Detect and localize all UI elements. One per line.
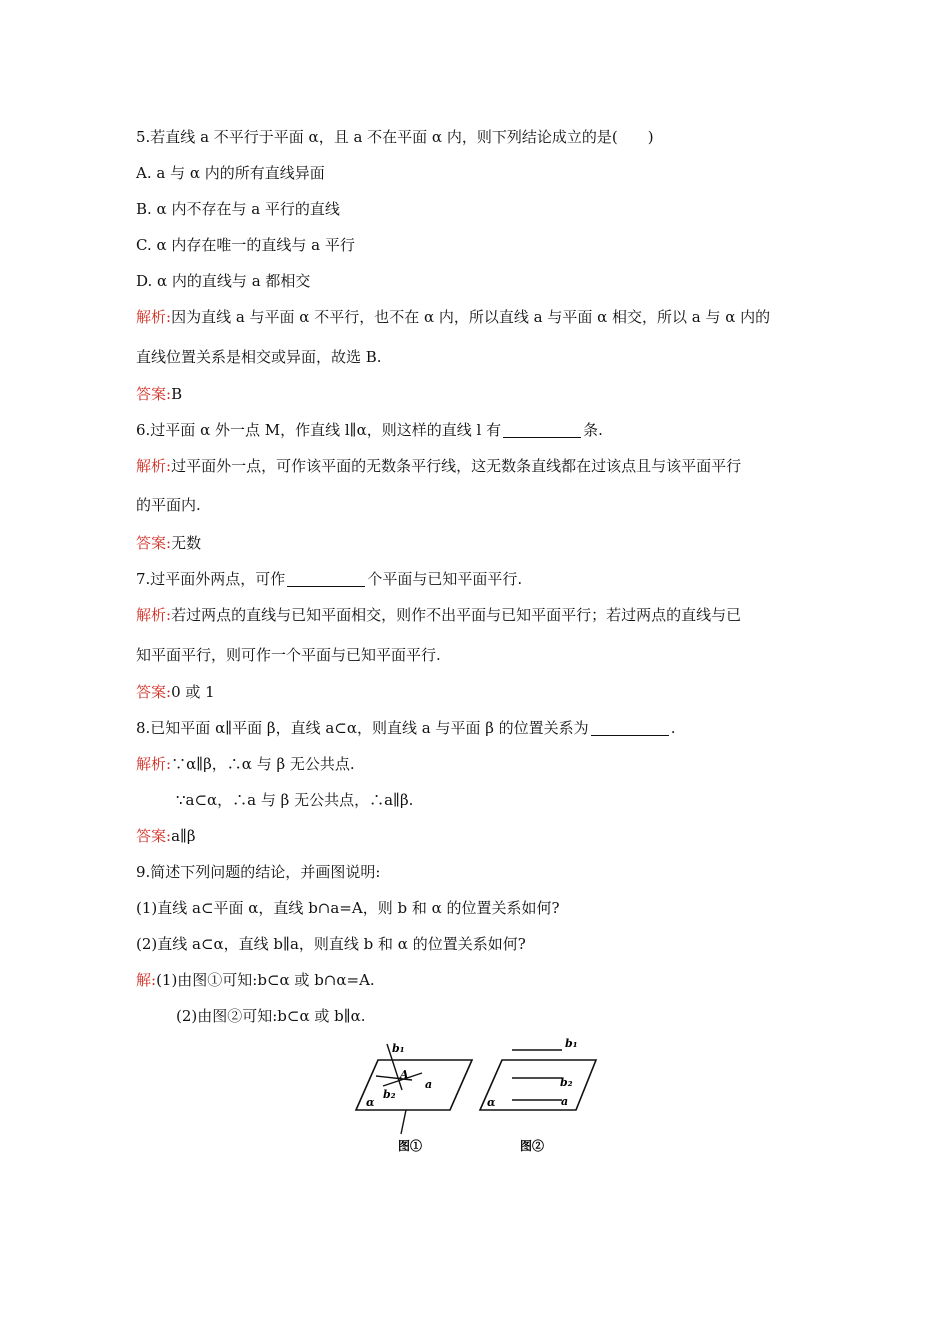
q5-option-b: B. α 内不存在与 a 平行的直线 xyxy=(136,200,340,218)
q6-blank xyxy=(503,421,581,438)
q7-blank xyxy=(287,570,365,587)
q8-analysis-line2: ∵a⊂α，∴a 与 β 无公共点，∴a∥β. xyxy=(176,791,414,809)
geometry-figures xyxy=(350,1038,610,1158)
plane-alpha-2 xyxy=(480,1060,596,1110)
q5-answer xyxy=(136,383,830,405)
q7-answer-value: 0 或 1 xyxy=(171,683,215,701)
label-b1: b₁ xyxy=(392,1042,405,1055)
q6-answer xyxy=(136,532,830,554)
q8-analysis-line1: ∵α∥β，∴α 与 β 无公共点. xyxy=(171,755,355,773)
figures xyxy=(350,1038,610,1162)
q9-solution xyxy=(136,969,830,991)
q8-stem-end: . xyxy=(670,719,676,737)
label-a: a xyxy=(425,1078,433,1091)
q7-stem-text: 7.过平面外两点，可作 xyxy=(136,570,286,588)
q7-analysis-line1: 若过两点的直线与已知平面相交，则作不出平面与已知平面平行；若过两点的直线与已 xyxy=(171,606,742,624)
line-b1-ext xyxy=(401,1110,406,1134)
q9-solution-line2: (2)由图②可知:b⊂α 或 b∥α. xyxy=(176,1007,366,1025)
q7-analysis xyxy=(136,604,830,626)
q5-stem: 5.若直线 a 不平行于平面 α，且 a 不在平面 α 内，则下列结论成立的是( ) xyxy=(136,128,654,146)
q6-analysis-line1: 过平面外一点，可作该平面的无数条平行线，这无数条直线都在过该点且与该平面平行 xyxy=(171,457,742,475)
q6-stem-text: 6.过平面 α 外一点 M，作直线 l∥α，则这样的直线 l 有 xyxy=(136,421,502,439)
q8-answer-value: a∥β xyxy=(171,827,196,845)
answer-label: 答案: xyxy=(136,827,172,845)
answer-label: 答案: xyxy=(136,534,172,552)
figure-1 xyxy=(356,1042,472,1153)
q5-analysis-line2: 直线位置关系是相交或异面，故选 B. xyxy=(136,348,382,366)
q6-stem xyxy=(136,419,830,441)
q9-stem: 9.简述下列问题的结论，并画图说明: xyxy=(136,863,381,881)
q7-answer xyxy=(136,681,830,703)
q8-stem xyxy=(136,717,830,739)
q5-option-d: D. α 内的直线与 a 都相交 xyxy=(136,272,311,290)
label-alpha: α xyxy=(487,1096,496,1109)
label-A: A xyxy=(400,1068,409,1081)
figure-2 xyxy=(480,1038,596,1153)
fig1-caption: 图① xyxy=(398,1139,423,1153)
q9-sub2: (2)直线 a⊂α，直线 b∥a，则直线 b 和 α 的位置关系如何? xyxy=(136,935,526,953)
q8-analysis xyxy=(136,753,830,775)
q5-analysis xyxy=(136,306,830,328)
label-alpha: α xyxy=(366,1096,375,1109)
answer-label: 答案: xyxy=(136,385,172,403)
q6-analysis xyxy=(136,455,830,477)
solution-label: 解: xyxy=(136,971,157,989)
analysis-label: 解析: xyxy=(136,606,172,624)
q6-stem-end: 条. xyxy=(583,421,603,439)
answer-label: 答案: xyxy=(136,683,172,701)
label-b2: b₂ xyxy=(383,1088,396,1101)
q5-option-a: A. a 与 α 内的所有直线异面 xyxy=(136,164,325,182)
q8-answer xyxy=(136,825,830,847)
label-a: a xyxy=(561,1095,569,1108)
q5-analysis-line1: 因为直线 a 与平面 α 不平行，也不在 α 内，所以直线 a 与平面 α 相交，所以 a 与 α 内的 xyxy=(171,308,771,326)
q6-analysis-line2: 的平面内. xyxy=(136,496,201,514)
q9-sub1: (1)直线 a⊂平面 α，直线 b∩a=A，则 b 和 α 的位置关系如何? xyxy=(136,899,560,917)
analysis-label: 解析: xyxy=(136,755,172,773)
q8-blank xyxy=(591,719,669,736)
q8-stem-text: 8.已知平面 α∥平面 β，直线 a⊂α，则直线 a 与平面 β 的位置关系为 xyxy=(136,719,589,737)
q7-stem-end: 个平面与已知平面平行. xyxy=(367,570,523,588)
q9-solution-line1: (1)由图①可知:b⊂α 或 b∩α=A. xyxy=(156,971,375,989)
label-b1: b₁ xyxy=(565,1038,578,1050)
q7-analysis-line2: 知平面平行，则可作一个平面与已知平面平行. xyxy=(136,646,441,664)
q7-stem xyxy=(136,568,830,590)
q5-option-c: C. α 内存在唯一的直线与 a 平行 xyxy=(136,236,355,254)
fig2-caption: 图② xyxy=(520,1139,545,1153)
analysis-label: 解析: xyxy=(136,308,172,326)
q6-answer-value: 无数 xyxy=(171,534,202,552)
label-b2: b₂ xyxy=(560,1076,573,1089)
q5-answer-value: B xyxy=(171,385,183,403)
analysis-label: 解析: xyxy=(136,457,172,475)
